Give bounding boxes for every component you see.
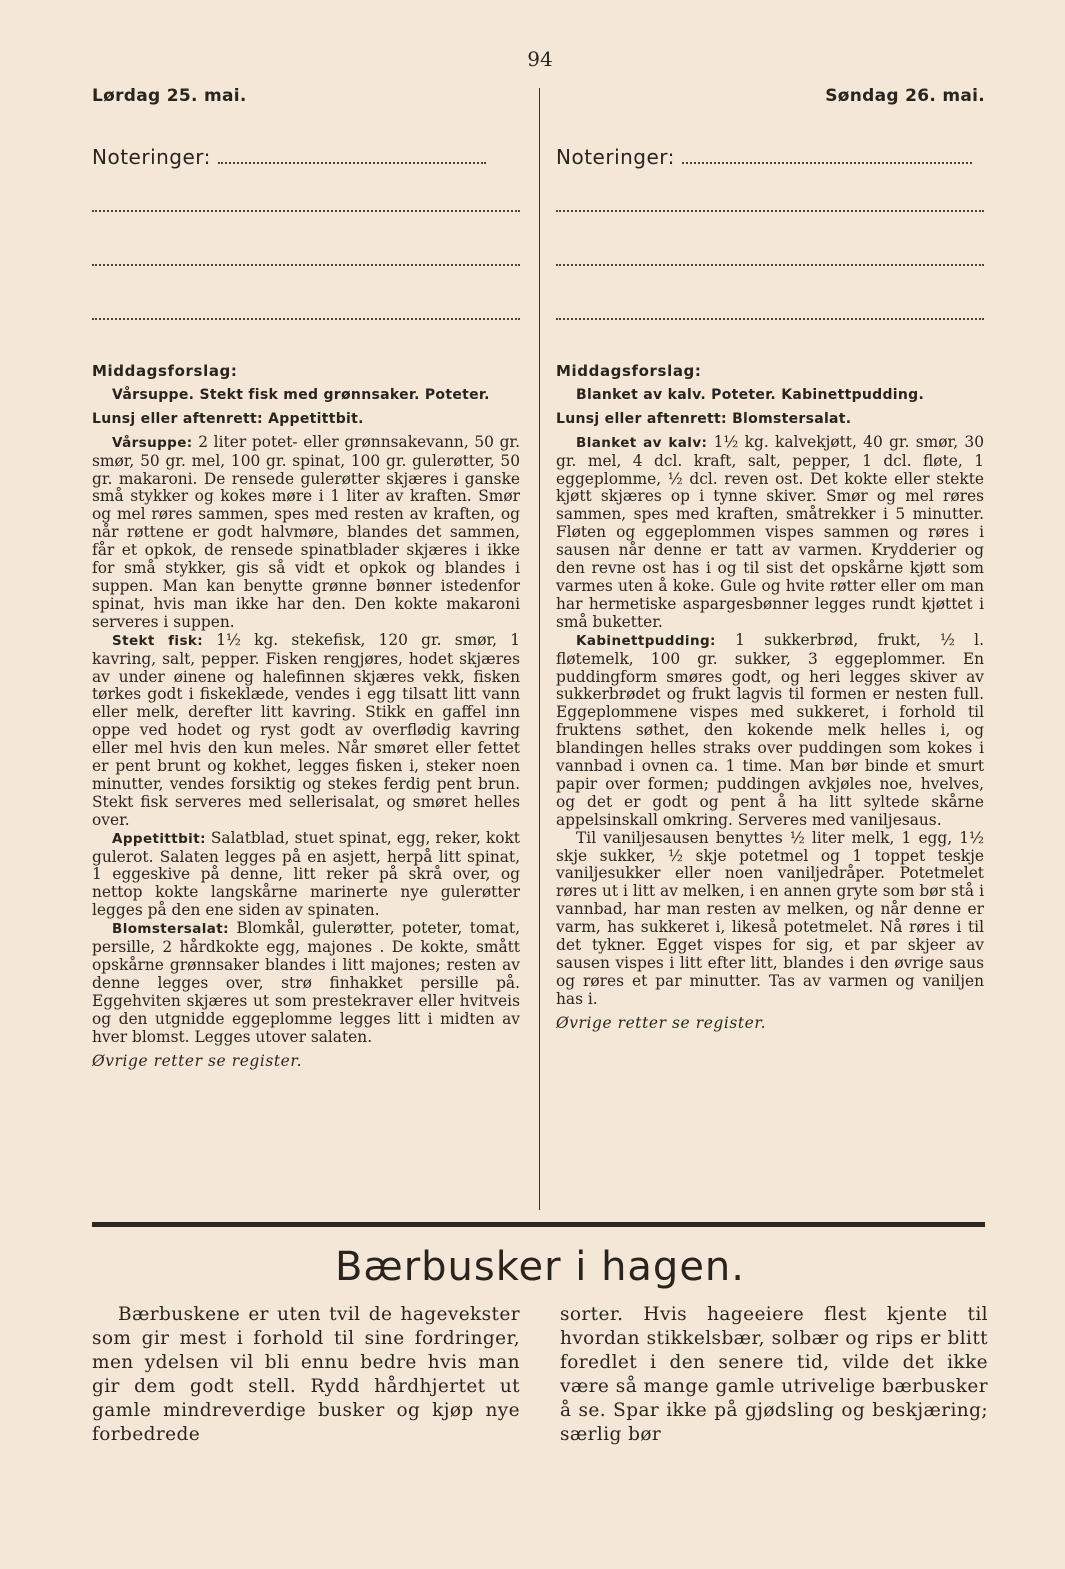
recipe-paragraph [92,830,520,921]
recipe-name: Stekt fisk: [112,632,204,649]
section-rule [92,1222,985,1227]
day-heading-left: Lørdag 25. mai. [92,86,247,106]
right-column [556,363,984,1033]
notes-dotted-line [556,318,984,320]
recipe-paragraph [556,434,984,632]
recipe-paragraph [92,632,520,830]
notes-dotted-line [218,148,486,164]
ovrige-retter-note: Øvrige retter se register. [92,1051,303,1070]
recipe-paragraph [556,830,984,1009]
recipe-name: Vårsuppe: [112,434,193,451]
column-divider [539,88,540,1210]
article-headline: Bærbusker i hagen. [334,1244,745,1290]
lunsj-text: Lunsj eller aftenrett: Blomstersalat. [556,410,852,427]
notes-section-left [92,145,486,169]
recipe-name: Kabinettpudding: [576,632,716,649]
notes-dotted-line [556,210,984,212]
recipe-text: 1½ kg. stekefisk, 120 gr. smør, 1 kavring, salt, pepper. Fisken rengjøres, hodet skjæres av under øinene og halefinnen skjæres vekk, fisken tørkes godt i fiskeklæde, vendes i egg tilsatt litt vann eller melk, derefter litt kavring. Stikk en gaffel inn oppe ved hodet og ryst godt av overflødig kavring eller mel hvis den kun meles. Når smøret eller fettet er pent brunt og kokhet, legges fisken i, steker noen minutter, vendes forsiktig og stekes ferdig pent brun. Stekt fisk serveres med sellerisalat, og smøret helles over. [92,630,520,829]
middag-text: Vårsuppe. Stekt fisk med grønnsaker. Poteter. [112,386,490,403]
notes-dotted-line [556,264,984,266]
day-heading-right: Søndag 26. mai. [825,86,985,106]
notes-dotted-line [92,264,520,266]
recipe-paragraph [92,920,520,1046]
notes-dotted-line [92,210,520,212]
lunsj-text: Lunsj eller aftenrett: Appetittbit. [92,410,364,427]
recipe-text: Salatblad, stuet spinat, egg, reker, kokt gulerot. Salaten legges på en asjett, herpå litt spinat, 1 eggeskive på denne, litt reker på skrå over, og nettop kokte langskårne marinerte nye gulerøtter legges på den ene siden av spinaten. [92,828,520,920]
recipe-text: 1 sukkerbrød, frukt, ½ l. fløtemelk, 100 gr. sukker, 3 eggeplommer. En puddingform smøres godt, og heri legges skiver av sukkerbrødet og frukt lagvis til formen er nesten full. Eggeplommene vispes med sukkeret, i forhold til fruktens søthet, den kokende melk helles i, og blandingen helles straks over puddingen som kokes i vannbad i ovnen ca. 1 time. Man bør binde et smurt papir over formen; puddingen avkjøles noe, hvelves, og det er godt og pent å ha litt syltede skårne appelsinskall omkring. Serveres med vaniljesaus. [556,630,984,829]
notes-label: Noteringer: [92,145,211,169]
page-number: 94 [527,47,553,71]
article-text-right: sorter. Hvis hageeiere flest kjente til hvordan stikkelsbær, solbær og rips er blitt foredlet i den senere tid, vilde det ikke være så mange gamle utrivelige bærbusker å se. Spar ikke på gjødsling og beskjæring; særlig bør [560,1304,988,1445]
recipe-paragraph [556,632,984,830]
recipe-text: 2 liter potet- eller grønnsakevann, 50 gr. smør, 50 gr. mel, 100 gr. spinat, 100 gr. gulerøtter, 50 gr. makaroni. De rensede gulerøtter skjæres i ganske små stykker og kokes møre i 1 liter av kraften. Smør og mel røres sammen, spes med resten av kraften, og når røttene er godt halvmøre, blandes det sammen, får et opkok, de rensede spinatblader skjæres i ikke for små stykker, gis så vidt et opkok og blandes i suppen. Man kan benytte grønne bønner istedenfor spinat, hvis man ikke har den. Den kokte makaroni serveres i suppen. [92,432,520,631]
middag-label: Middagsforslag: [556,362,702,380]
recipe-name: Blomstersalat: [112,921,229,938]
notes-section-right [556,145,972,169]
recipe-name: Appetittbit: [112,830,206,847]
recipe-name: Blanket av kalv: [576,434,708,451]
middag-label: Middagsforslag: [92,362,238,380]
recipe-text: 1½ kg. kalvekjøtt, 40 gr. smør, 30 gr. mel, 4 dcl. kraft, salt, pepper, 1 dcl. fløte, 1 eggeplomme, ½ dcl. reven ost. Det kokte eller stekte kjøtt skjæres op i tynne skiver. Smør og mel røres sammen, spes med kraften, småtrekker i 5 minutter. Fløten og eggeplommen vispes sammen og røres i sausen når denne er tatt av varmen. Krydderier og den revne ost has i og til sist det opskårne kjøtt som varmes uten å koke. Gule og hvite røtter eller om man har hermetiske aspargesbønner legges rundt kjøttet i små buketter. [556,432,984,631]
left-column [92,363,520,1070]
recipe-paragraph [92,434,520,632]
recipe-text: Blomkål, gulerøtter, poteter, tomat, persille, 2 hårdkokte egg, majones . De kokte, smått opskårne grønnsaker blandes i litt majones; resten av denne legges over, strø finhakket persille på. Eggehviten skjæres ut som prestekraver eller hvitveis og den utgnidde eggeplomme legges litt i midten av hver blomst. Legges utover salaten. [92,919,520,1046]
recipe-text: Til vaniljesausen benyttes ½ liter melk, 1 egg, 1½ skje sukker, ½ skje potetmel og 1 toppet teskje vaniljesukker eller noen vaniljedråper. Potetmelet røres ut i litt av melken, i en annen gryte som bør stå i vannbad, har man resten av melken, og når denne er varm, has sukkeret i, likeså potetmelet. Nå røres i til det tykner. Egget vispes for sig, et par skjeer av sausen vispes i litt efter litt, blandes i den øvrige saus og røres et par minutter. Tas av varmen og vaniljen has i. [556,828,984,1008]
middag-text: Blanket av kalv. Poteter. Kabinettpudding. [576,386,925,403]
article-text-left: Bærbuskene er uten tvil de hagevekster som gir mest i forhold til sine fordringer, men ydelsen vil bli ennu bedre hvis man gir dem godt stell. Rydd hårdhjertet ut gamle mindreverdige busker og kjøp nye forbedrede [92,1304,520,1445]
ovrige-retter-note: Øvrige retter se register. [556,1013,767,1032]
notes-label: Noteringer: [556,145,675,169]
notes-dotted-line [682,148,972,164]
notes-dotted-line [92,318,520,320]
